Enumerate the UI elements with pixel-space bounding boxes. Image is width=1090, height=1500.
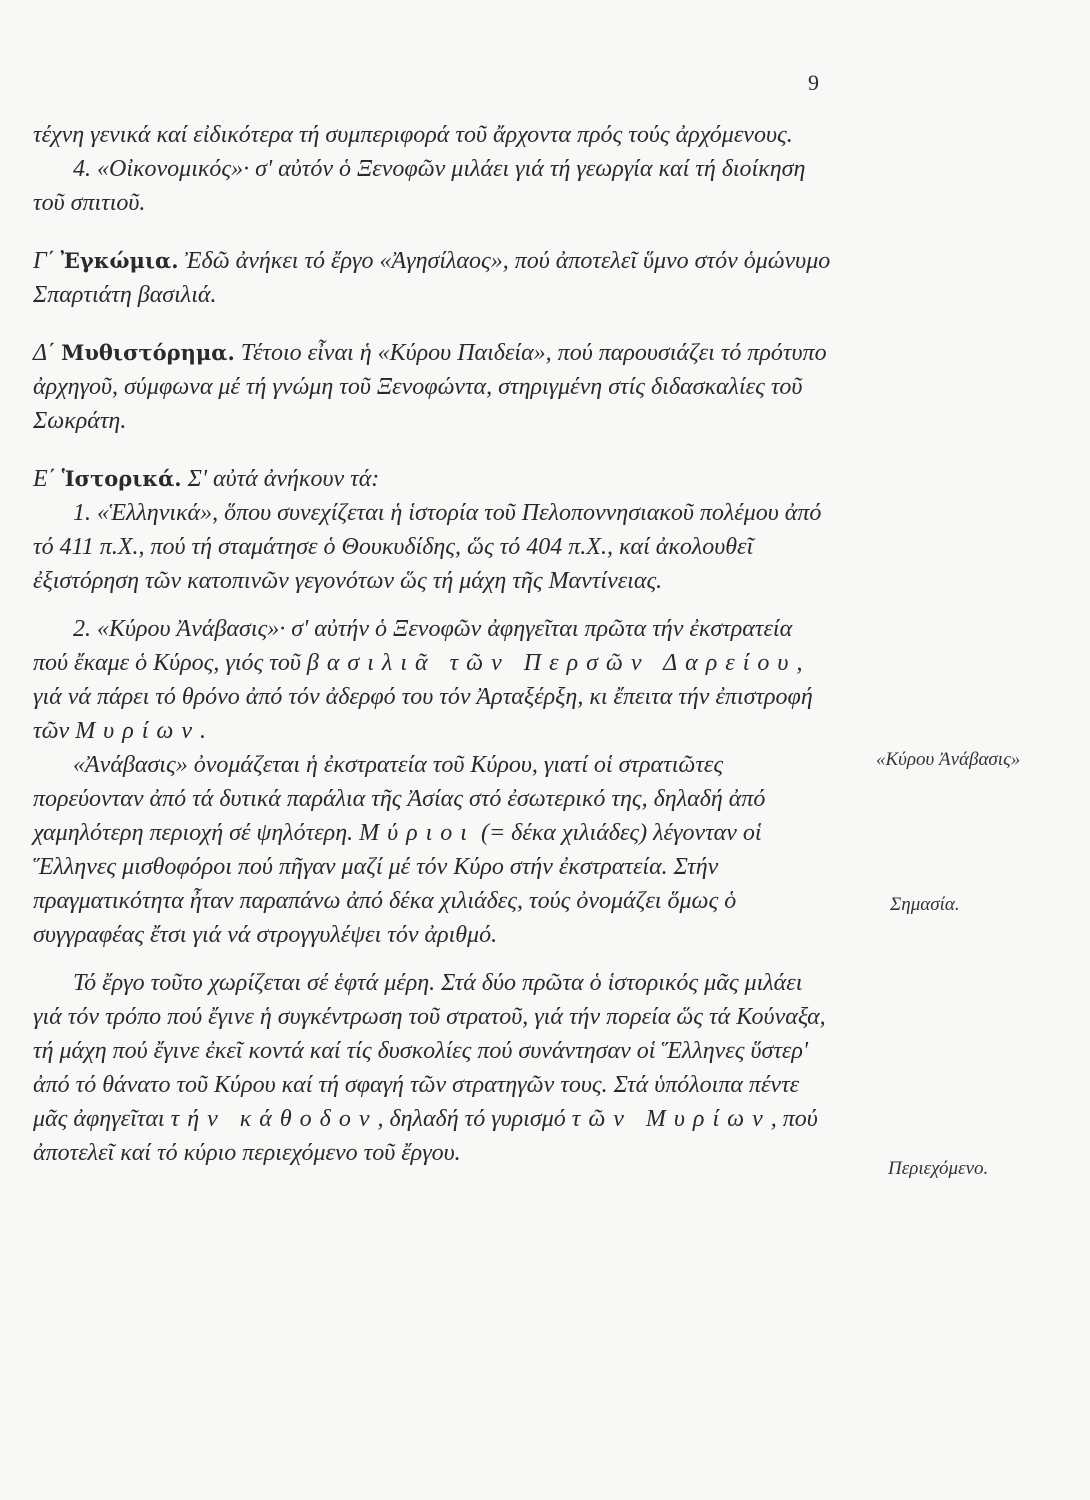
paragraph-anabasis (33, 612, 833, 748)
text-run: . (199, 718, 206, 744)
section-heading: Μυθιστόρημα. (61, 340, 235, 365)
text-run: «Ἀνάβασις» ὀνομάζεται ἡ ἐκστρατεία τοῦ Κύρου, γιατί οἱ στρατιῶτες πορεύονταν ἀπό τά δυτικά παράλια τῆς Ἀσίας στό ἐσωτερικό της, δηλαδή ἀπό χαμηλότερη περιοχή σέ ψηλότερη. (33, 752, 766, 846)
text-run: , πού ἀποτελεῖ καί τό κύριο περιεχόμενο τοῦ ἔργου. (33, 1106, 818, 1166)
section-letter: Γ΄ (33, 248, 55, 274)
spaced-text: Μυρίων (75, 718, 200, 744)
paragraph-intro: τέχνη γενικά καί εἰδικότερα τή συμπεριφορά τοῦ ἄρχοντα πρός τούς ἀρχόμενους. (33, 122, 793, 148)
margin-note-content: Περιεχόμενο. (888, 1158, 989, 1179)
margin-note-anabasis: «Κύρου Ἀνάβασις» (876, 749, 1021, 770)
text-run: 2. «Κύρου Ἀνάβασις»· σ' αὐτήν ὁ Ξενοφῶν ἀφηγεῖται πρῶτα τήν ἐκστρατεία πού ἔκαμε ὁ Κύρος, γιός τοῦ (33, 616, 793, 676)
spaced-text: τῶν Μυρίων (571, 1106, 771, 1132)
margin-note-significance: Σημασία. (890, 894, 960, 915)
page-number: 9 (808, 70, 819, 95)
section-epsilon (33, 462, 833, 496)
paragraph-content (33, 966, 833, 1170)
text-run: , γιά νά πάρει τό θρόνο ἀπό τόν ἀδερφό του τόν Ἀρταξέρξη, κι ἔπειτα τήν ἐπιστροφή τῶν (33, 650, 813, 744)
paragraph-significance (33, 748, 833, 952)
text-run: (= δέκα χιλιάδες) λέγονταν οἱ Ἕλληνες μισθοφόροι πού πῆγαν μαζί μέ τόν Κύρο στήν ἐκστρατεία. Στήν πραγματικότητα ἦταν παραπάνω ἀπό δέκα χιλιάδες, τούς ὀνομάζει ὅμως ὁ συγγραφέας ἔτσι γιά νά στρογγυλέψει τόν ἀριθμό. (33, 820, 762, 948)
spaced-text: βασιλιᾶ τῶν Περσῶν Δαρείου (306, 650, 797, 676)
text-run: Τό ἔργο τοῦτο χωρίζεται σέ ἑφτά μέρη. Στά δύο πρῶτα ὁ ἱστορικός μᾶς μιλάει γιά τόν τρόπο πού ἔγινε ἡ συγκέντρωση τοῦ στρατοῦ, γιά τήν πορεία ὥς τά Κούναξα, τή μάχη πού ἔγινε ἐκεῖ κοντά καί τίς δυσκολίες πού συνάντησαν οἱ Ἕλληνες ὕστερ' ἀπό τό θάνατο τοῦ Κύρου καί τή σφαγή τῶν στρατηγῶν τους. Στά ὑπόλοιπα πέντε μᾶς ἀφηγεῖται (33, 970, 826, 1132)
spaced-text: τήν κάθοδον (170, 1106, 378, 1132)
section-delta (33, 336, 833, 438)
section-heading: Ἱστορικά. (61, 466, 182, 491)
section-heading: Ἐγκώμια. (60, 248, 179, 273)
section-text: Ἐδῶ ἀνήκει τό ἔργο «Ἀγησίλαος», πού ἀποτελεῖ ὕμνο στόν ὁμώνυμο Σπαρτιάτη βασιλιά. (33, 248, 831, 308)
section-letter: Ε΄ (33, 466, 56, 492)
section-letter: Δ΄ (33, 340, 56, 366)
text-run: , δηλαδή τό γυρισμό (377, 1106, 566, 1132)
main-text (33, 118, 833, 1170)
section-text: Σ' αὐτά ἀνήκουν τά: (187, 466, 380, 492)
paragraph-hellenika: 1. «Ἑλληνικά», ὅπου συνεχίζεται ἡ ἱστορία τοῦ Πελοποννησιακοῦ πολέμου ἀπό τό 411 π.Χ., πού τή σταμάτησε ὁ Θουκυδίδης, ὥς τό 404 π.Χ., καί ἀκολουθεῖ ἐξιστόρηση τῶν κατοπινῶν γεγονότων ὥς τή μάχη τῆς Μαντίνειας. (33, 500, 822, 594)
section-text: Τέτοιο εἶναι ἡ «Κύρου Παιδεία», πού παρουσιάζει τό πρότυπο ἀρχηγοῦ, σύμφωνα μέ τή γνώμη τοῦ Ξενοφώντα, στηριγμένη στίς διδασκαλίες τοῦ Σωκράτη. (33, 340, 827, 434)
paragraph-oikonomikos: 4. «Οἰκονομικός»· σ' αὐτόν ὁ Ξενοφῶν μιλάει γιά τή γεωργία καί τή διοίκηση τοῦ σπιτιοῦ. (33, 156, 806, 216)
spaced-text: Μύριοι (359, 820, 475, 846)
section-gamma (33, 244, 833, 312)
